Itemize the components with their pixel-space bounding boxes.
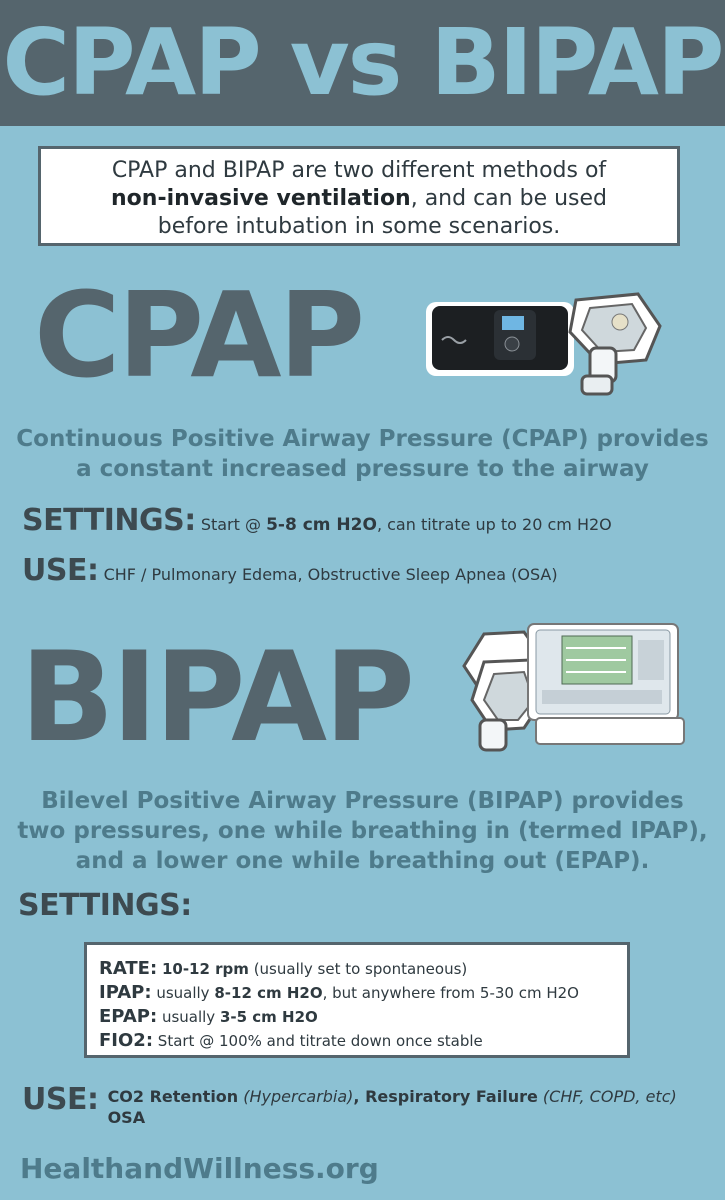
bipap-desc-line-3: and a lower one while breathing out (EPAP). xyxy=(75,848,650,874)
bipap-ventilator-image xyxy=(522,618,690,750)
epap-prefix: usually xyxy=(157,1008,220,1026)
ipap-prefix: usually xyxy=(151,984,215,1002)
ipap-value: 8-12 cm H2O xyxy=(214,984,323,1002)
use-co2-retention: CO2 Retention xyxy=(107,1087,239,1106)
cpap-mask-image xyxy=(556,286,672,398)
bipap-settings-heading xyxy=(18,888,192,923)
bipap-use-label: USE: xyxy=(22,1082,99,1117)
cpap-use-row xyxy=(22,553,558,588)
use-separator: , xyxy=(353,1087,366,1106)
ipap-label: IPAP: xyxy=(99,982,152,1003)
intro-line-3: before intubation in some scenarios. xyxy=(157,214,561,239)
cpap-heading: CPAP xyxy=(34,266,363,404)
use-respiratory-failure: Respiratory Failure xyxy=(365,1087,538,1106)
bipap-desc-line-1: Bilevel Positive Airway Pressure (BIPAP) provides xyxy=(41,788,684,814)
rate-note: (usually set to spontaneous) xyxy=(248,960,468,978)
cpap-settings-row xyxy=(22,503,612,538)
cpap-desc-line-2: a constant increased pressure to the airway xyxy=(76,456,649,482)
intro-highlight: non-invasive ventilation xyxy=(111,186,411,211)
use-co2-note: (Hypercarbia) xyxy=(238,1087,354,1106)
bipap-settings-label: SETTINGS: xyxy=(18,888,192,923)
intro-line-1: CPAP and BIPAP are two different methods of xyxy=(111,158,607,183)
cpap-settings-prefix: Start @ xyxy=(200,515,267,534)
intro-line-2-rest: , and can be used xyxy=(410,186,607,211)
bipap-description xyxy=(0,786,725,876)
fio2-label: FIO2: xyxy=(99,1030,154,1051)
intro-line-2 xyxy=(41,185,677,213)
cpap-settings-pressure: 5-8 cm H2O xyxy=(266,515,377,535)
settings-fio2-row xyxy=(99,1029,627,1053)
intro-box xyxy=(38,146,680,246)
cpap-settings-text xyxy=(201,515,612,534)
epap-value: 3-5 cm H2O xyxy=(219,1008,318,1026)
fio2-text: Start @ 100% and titrate down once stable xyxy=(153,1032,483,1050)
bipap-settings-box xyxy=(84,942,630,1058)
cpap-use-label: USE: xyxy=(22,553,99,588)
settings-epap-row xyxy=(99,1005,627,1029)
bipap-desc-line-2: two pressures, one while breathing in (termed IPAP), xyxy=(17,818,708,844)
cpap-desc-line-1: Continuous Positive Airway Pressure (CPAP) provides xyxy=(16,426,709,452)
settings-ipap-row xyxy=(99,981,627,1005)
cpap-settings-label: SETTINGS: xyxy=(22,503,196,538)
use-osa: OSA xyxy=(107,1108,146,1127)
cpap-settings-rest: , can titrate up to 20 cm H2O xyxy=(376,515,612,534)
rate-value: 10-12 rpm xyxy=(161,960,249,978)
epap-label: EPAP: xyxy=(99,1006,158,1027)
bipap-use-row xyxy=(22,1082,677,1128)
use-resp-note: (CHF, COPD, etc) xyxy=(537,1087,677,1106)
cpap-description xyxy=(0,424,725,484)
bipap-heading: BIPAP xyxy=(20,626,412,770)
header-banner xyxy=(0,0,725,126)
footer-website: HealthandWillness.org xyxy=(20,1152,379,1185)
page-title: CPAP vs BIPAP xyxy=(2,9,723,116)
bipap-use-text xyxy=(108,1086,677,1128)
settings-rate-row xyxy=(99,957,627,981)
ipap-note: , but anywhere from 5-30 cm H2O xyxy=(322,984,579,1002)
cpap-use-text: CHF / Pulmonary Edema, Obstructive Sleep Apnea (OSA) xyxy=(103,565,558,584)
rate-label: RATE: xyxy=(99,958,158,979)
